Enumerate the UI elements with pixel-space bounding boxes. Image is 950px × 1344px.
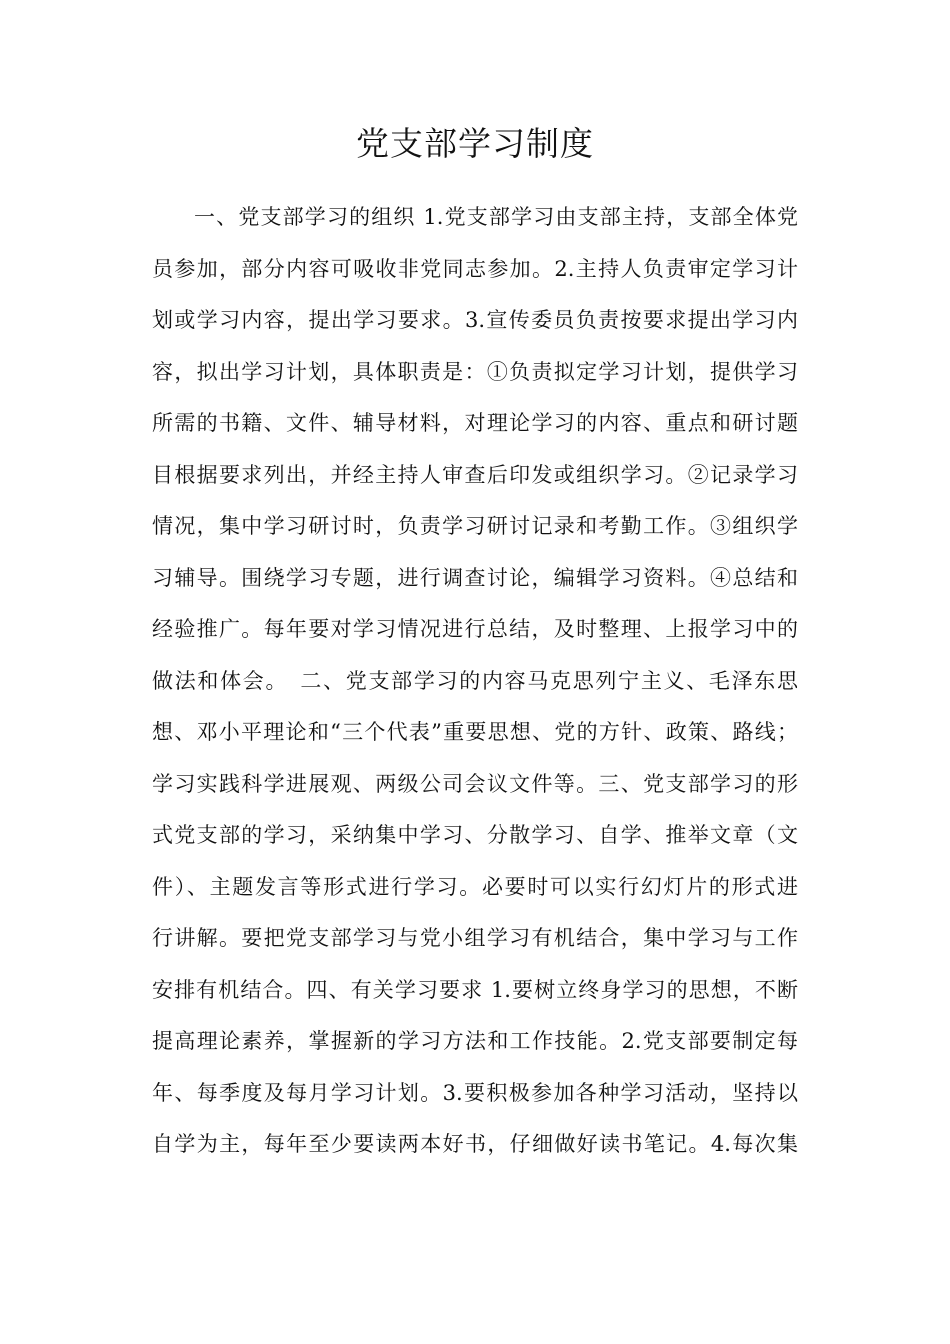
document-body [152,192,798,1171]
body-line: 经验推广。每年要对学习情况进行总结，及时整理、上报学习中的 [152,617,798,641]
body-line: 学习实践科学进展观、两级公司会议文件等。三、党支部学习的形 [152,771,798,796]
body-line: 提高理论素养，掌握新的学习方法和工作技能。2.党支部要制定每 [152,1029,798,1053]
body-line: 自学为主，每年至少要读两本好书，仔细做好读书笔记。4.每次集 [152,1132,798,1156]
body-line: 行讲解。要把党支部学习与党小组学习有机结合，集中学习与工作 [152,926,798,950]
body-line: 员参加，部分内容可吸收非党同志参加。2.主持人负责审定学习计 [152,256,798,281]
body-line: 容，拟出学习计划，具体职责是：①负责拟定学习计划，提供学习 [152,359,798,384]
body-line: 所需的书籍、文件、辅导材料，对理论学习的内容、重点和研讨题 [152,411,798,435]
body-line: 情况，集中学习研讨时，负责学习研讨记录和考勤工作。③组织学 [152,514,798,538]
body-line: 一、党支部学习的组织 1.党支部学习由支部主持，支部全体党 [194,205,798,229]
body-line: 式党支部的学习，采纳集中学习、分散学习、自学、推举文章（文 [152,823,798,847]
body-line: 习辅导。围绕学习专题，进行调查讨论，编辑学习资料。④总结和 [152,565,798,590]
body-line: 想、邓小平理论和“三个代表”重要思想、党的方针、政策、路线； [152,720,798,744]
body-line: 划或学习内容，提出学习要求。3.宣传委员负责按要求提出学习内 [152,308,798,332]
body-line: 做法和体会。 二、党支部学习的内容马克思列宁主义、毛泽东思 [152,668,798,693]
body-line: 年、每季度及每月学习计划。3.要积极参加各种学习活动，坚持以 [152,1080,798,1105]
body-line: 安排有机结合。四、有关学习要求 1.要树立终身学习的思想，不断 [152,977,798,1002]
body-line: 目根据要求列出，并经主持人审查后印发或组织学习。②记录学习 [152,462,798,487]
document-title: 党支部学习制度 [356,124,594,163]
body-line: 件）、主题发言等形式进行学习。必要时可以实行幻灯片的形式进 [152,874,798,899]
